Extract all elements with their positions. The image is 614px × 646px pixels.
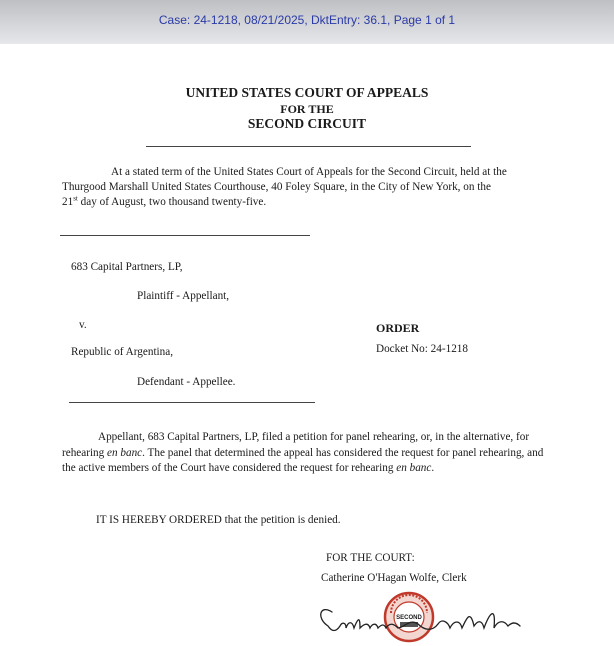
versus: v. [79, 319, 87, 331]
docket-header: Case: 24-1218, 08/21/2025, DktEntry: 36.1, Page 1 of 1 [158, 13, 456, 27]
court-title-line3: SECOND CIRCUIT [247, 116, 367, 131]
for-the-court: FOR THE COURT: [326, 552, 415, 564]
order-heading: ORDER [376, 321, 420, 335]
clerk-signature-icon [314, 598, 524, 644]
seal-center-text: SECOND [396, 615, 422, 621]
defendant-name: Republic of Argentina, [71, 346, 174, 358]
ordered-line: IT IS HEREBY ORDERED that the petition is denied. [96, 514, 341, 526]
court-title-line1: UNITED STATES COURT OF APPEALS [185, 85, 429, 100]
order-text-em2: en banc [396, 462, 432, 474]
docket-number: Docket No: 24-1218 [376, 343, 468, 355]
order-text-c: . [431, 462, 435, 474]
plaintiff-role: Plaintiff - Appellant, [137, 290, 230, 302]
court-title-line2: FOR THE [280, 102, 334, 116]
order-text-b: . The panel that determined the appeal has considered the request for panel rehearing, and the active members of the Court have considered the request for rehearing [62, 446, 544, 474]
intro-day: 21 [62, 196, 74, 208]
caption-top-rule [60, 235, 310, 236]
caption-bottom-rule [69, 402, 315, 403]
defendant-role: Defendant - Appellee. [137, 376, 236, 388]
intro-line1: At a stated term of the United States Court of Appeals for the Second Circuit, held at the [111, 166, 507, 178]
order-paragraph [62, 430, 558, 477]
plaintiff-name: 683 Capital Partners, LP, [71, 261, 183, 273]
intro-line3 [62, 196, 266, 208]
intro-line2: Thurgood Marshall United States Courthouse, 40 Foley Square, in the City of New York, on the [62, 181, 491, 193]
clerk-name: Catherine O'Hagan Wolfe, Clerk [321, 572, 467, 584]
docket-header-bar [0, 0, 614, 44]
intro-day-suffix: st [73, 194, 78, 203]
order-text-em1: en banc [107, 446, 143, 459]
intro-line3-rest: day of August, two thousand twenty-five. [77, 196, 267, 208]
title-rule [146, 146, 471, 147]
order-text-a: Appellant, 683 Capital Partners, LP, filed a petition for panel rehearing, or, in the alternative, for rehearing [62, 431, 530, 459]
